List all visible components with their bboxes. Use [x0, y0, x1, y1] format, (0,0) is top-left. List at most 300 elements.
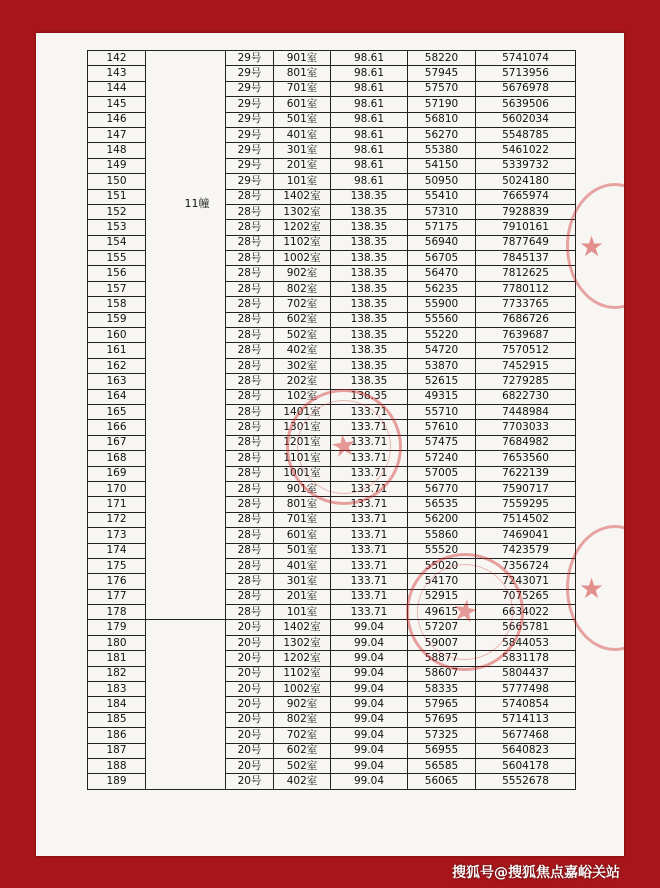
- total-price: 7075265: [476, 589, 576, 604]
- unit-number: 20号: [226, 697, 274, 712]
- building-cell: [146, 451, 226, 466]
- table-row: [88, 451, 576, 466]
- row-number: 170: [88, 481, 146, 496]
- unit-price: 57240: [408, 451, 476, 466]
- price-table: [87, 50, 576, 790]
- total-price: 5831178: [476, 651, 576, 666]
- unit-number: 20号: [226, 620, 274, 635]
- star-icon: ★: [328, 427, 360, 466]
- total-price: 7590717: [476, 481, 576, 496]
- unit-number: 28号: [226, 266, 274, 281]
- total-price: 7703033: [476, 420, 576, 435]
- area: 133.71: [331, 512, 408, 527]
- building-cell: [146, 358, 226, 373]
- total-price: 5740854: [476, 697, 576, 712]
- unit-number: 29号: [226, 174, 274, 189]
- row-number: 150: [88, 174, 146, 189]
- total-price: 5777498: [476, 682, 576, 697]
- row-number: 143: [88, 66, 146, 81]
- area: 138.35: [331, 358, 408, 373]
- building-cell: [146, 589, 226, 604]
- row-number: 176: [88, 574, 146, 589]
- total-price: 6634022: [476, 605, 576, 620]
- row-number: 185: [88, 712, 146, 727]
- building-cell: [146, 635, 226, 650]
- unit-price: 55220: [408, 328, 476, 343]
- table-row: [88, 528, 576, 543]
- total-price: 5741074: [476, 51, 576, 66]
- table-row: [88, 435, 576, 450]
- building-cell: [146, 158, 226, 173]
- area: 98.61: [331, 143, 408, 158]
- unit-number: 20号: [226, 682, 274, 697]
- area: 99.04: [331, 697, 408, 712]
- total-price: 7279285: [476, 374, 576, 389]
- room-number: 902室: [274, 697, 331, 712]
- room-number: 901室: [274, 51, 331, 66]
- room-number: 1201室: [274, 435, 331, 450]
- unit-price: 55710: [408, 404, 476, 419]
- room-number: 1202室: [274, 220, 331, 235]
- unit-number: 28号: [226, 312, 274, 327]
- area: 98.61: [331, 112, 408, 127]
- row-number: 157: [88, 281, 146, 296]
- unit-price: 50950: [408, 174, 476, 189]
- unit-number: 28号: [226, 512, 274, 527]
- building-cell: [146, 543, 226, 558]
- room-number: 1202室: [274, 651, 331, 666]
- room-number: 202室: [274, 374, 331, 389]
- room-number: 1402室: [274, 620, 331, 635]
- room-number: 1302室: [274, 204, 331, 219]
- building-cell: [146, 143, 226, 158]
- row-number: 164: [88, 389, 146, 404]
- area: 138.35: [331, 235, 408, 250]
- unit-price: 58220: [408, 51, 476, 66]
- total-price: 5714113: [476, 712, 576, 727]
- star-icon: ★: [448, 591, 482, 632]
- unit-price: 55560: [408, 312, 476, 327]
- building-cell: [146, 651, 226, 666]
- table-row: [88, 558, 576, 573]
- total-price: 5639506: [476, 97, 576, 112]
- building-cell: [146, 481, 226, 496]
- building-cell: [146, 97, 226, 112]
- row-number: 153: [88, 220, 146, 235]
- area: 99.04: [331, 774, 408, 789]
- unit-price: 52615: [408, 374, 476, 389]
- unit-number: 28号: [226, 497, 274, 512]
- row-number: 152: [88, 204, 146, 219]
- unit-number: 28号: [226, 451, 274, 466]
- row-number: 142: [88, 51, 146, 66]
- building-cell: [146, 235, 226, 250]
- unit-number: 28号: [226, 297, 274, 312]
- row-number: 167: [88, 435, 146, 450]
- total-price: 5024180: [476, 174, 576, 189]
- row-number: 171: [88, 497, 146, 512]
- row-number: 175: [88, 558, 146, 573]
- room-number: 501室: [274, 543, 331, 558]
- unit-number: 29号: [226, 97, 274, 112]
- table-row: [88, 497, 576, 512]
- area: 99.04: [331, 758, 408, 773]
- table-row: [88, 635, 576, 650]
- area: 138.35: [331, 266, 408, 281]
- room-number: 502室: [274, 328, 331, 343]
- room-number: 1002室: [274, 251, 331, 266]
- unit-number: 29号: [226, 158, 274, 173]
- unit-price: 57475: [408, 435, 476, 450]
- total-price: 5844053: [476, 635, 576, 650]
- building-cell: [146, 697, 226, 712]
- star-icon: ★: [579, 572, 605, 605]
- row-number: 160: [88, 328, 146, 343]
- row-number: 179: [88, 620, 146, 635]
- total-price: 7622139: [476, 466, 576, 481]
- total-price: 5339732: [476, 158, 576, 173]
- table-row: [88, 66, 576, 81]
- total-price: 5461022: [476, 143, 576, 158]
- room-number: 502室: [274, 758, 331, 773]
- row-number: 149: [88, 158, 146, 173]
- unit-price: 54720: [408, 343, 476, 358]
- area: 98.61: [331, 81, 408, 96]
- unit-price: 57965: [408, 697, 476, 712]
- area: 138.35: [331, 189, 408, 204]
- total-price: 7452915: [476, 358, 576, 373]
- building-cell: [146, 281, 226, 296]
- room-number: 602室: [274, 743, 331, 758]
- room-number: 1102室: [274, 666, 331, 681]
- room-number: 401室: [274, 127, 331, 142]
- row-number: 183: [88, 682, 146, 697]
- total-price: 5552678: [476, 774, 576, 789]
- table-row: [88, 697, 576, 712]
- table-row: [88, 574, 576, 589]
- table-row: [88, 51, 576, 66]
- area: 138.35: [331, 328, 408, 343]
- row-number: 182: [88, 666, 146, 681]
- room-number: 101室: [274, 174, 331, 189]
- area: 133.71: [331, 466, 408, 481]
- total-price: 5677468: [476, 728, 576, 743]
- building-cell: [146, 112, 226, 127]
- total-price: 5640823: [476, 743, 576, 758]
- unit-price: 59007: [408, 635, 476, 650]
- room-number: 102室: [274, 389, 331, 404]
- room-number: 201室: [274, 158, 331, 173]
- unit-number: 28号: [226, 574, 274, 589]
- table-row: [88, 97, 576, 112]
- unit-number: 28号: [226, 204, 274, 219]
- room-number: 402室: [274, 343, 331, 358]
- room-number: 702室: [274, 297, 331, 312]
- building-cell: [146, 512, 226, 527]
- unit-price: 55520: [408, 543, 476, 558]
- row-number: 156: [88, 266, 146, 281]
- watermark-text: 搜狐号@搜狐焦点嘉峪关站: [452, 865, 620, 881]
- unit-number: 20号: [226, 758, 274, 773]
- area: 133.71: [331, 605, 408, 620]
- area: 99.04: [331, 682, 408, 697]
- building-cell: [146, 666, 226, 681]
- unit-price: 56535: [408, 497, 476, 512]
- row-number: 168: [88, 451, 146, 466]
- unit-number: 28号: [226, 281, 274, 296]
- row-number: 187: [88, 743, 146, 758]
- area: 133.71: [331, 589, 408, 604]
- unit-number: 28号: [226, 189, 274, 204]
- table-row: [88, 143, 576, 158]
- unit-price: 57207: [408, 620, 476, 635]
- total-price: 7423579: [476, 543, 576, 558]
- room-number: 101室: [274, 605, 331, 620]
- building-cell: [146, 174, 226, 189]
- unit-price: 54170: [408, 574, 476, 589]
- total-price: 7812625: [476, 266, 576, 281]
- unit-price: 57190: [408, 97, 476, 112]
- table-row: [88, 235, 576, 250]
- unit-number: 29号: [226, 66, 274, 81]
- building-cell: [146, 466, 226, 481]
- table-row: [88, 743, 576, 758]
- total-price: 7514502: [476, 512, 576, 527]
- area: 99.04: [331, 712, 408, 727]
- unit-price: 58877: [408, 651, 476, 666]
- unit-number: 28号: [226, 389, 274, 404]
- total-price: 5713956: [476, 66, 576, 81]
- unit-price: 58335: [408, 682, 476, 697]
- unit-number: 29号: [226, 143, 274, 158]
- total-price: 5602034: [476, 112, 576, 127]
- table-row: [88, 266, 576, 281]
- unit-number: 28号: [226, 358, 274, 373]
- building-cell: [146, 220, 226, 235]
- area: 99.04: [331, 620, 408, 635]
- total-price: 7684982: [476, 435, 576, 450]
- unit-price: 57005: [408, 466, 476, 481]
- table-row: [88, 481, 576, 496]
- building-cell: [146, 328, 226, 343]
- table-row: [88, 174, 576, 189]
- room-number: 901室: [274, 481, 331, 496]
- unit-price: 57310: [408, 204, 476, 219]
- table-row: [88, 404, 576, 419]
- area: 99.04: [331, 743, 408, 758]
- unit-number: 28号: [226, 481, 274, 496]
- unit-number: 28号: [226, 420, 274, 435]
- table-row: [88, 682, 576, 697]
- unit-price: 56705: [408, 251, 476, 266]
- building-cell: [146, 497, 226, 512]
- total-price: 7448984: [476, 404, 576, 419]
- room-number: 1402室: [274, 189, 331, 204]
- building-cell: [146, 712, 226, 727]
- unit-price: 56955: [408, 743, 476, 758]
- building-cell: [146, 620, 226, 635]
- building-cell: [146, 81, 226, 96]
- unit-price: 54150: [408, 158, 476, 173]
- room-number: 501室: [274, 112, 331, 127]
- unit-number: 29号: [226, 127, 274, 142]
- area: 98.61: [331, 51, 408, 66]
- star-icon: ★: [579, 230, 605, 263]
- room-number: 801室: [274, 497, 331, 512]
- area: 133.71: [331, 543, 408, 558]
- unit-number: 28号: [226, 235, 274, 250]
- row-number: 155: [88, 251, 146, 266]
- building-cell: [146, 605, 226, 620]
- table-row: [88, 358, 576, 373]
- table-row: [88, 420, 576, 435]
- building-cell: [146, 682, 226, 697]
- row-number: 169: [88, 466, 146, 481]
- building-cell: [146, 558, 226, 573]
- room-number: 602室: [274, 312, 331, 327]
- area: 99.04: [331, 635, 408, 650]
- table-row: [88, 589, 576, 604]
- row-number: 186: [88, 728, 146, 743]
- table-row: [88, 251, 576, 266]
- building-cell: [146, 404, 226, 419]
- total-price: 7559295: [476, 497, 576, 512]
- table-row: [88, 712, 576, 727]
- total-price: 5665781: [476, 620, 576, 635]
- building-cell: [146, 435, 226, 450]
- area: 138.35: [331, 374, 408, 389]
- room-number: 1301室: [274, 420, 331, 435]
- row-number: 165: [88, 404, 146, 419]
- room-number: 1302室: [274, 635, 331, 650]
- room-number: 902室: [274, 266, 331, 281]
- area: 133.71: [331, 528, 408, 543]
- row-number: 151: [88, 189, 146, 204]
- area: 138.35: [331, 204, 408, 219]
- table-row: [88, 127, 576, 142]
- table-row: [88, 466, 576, 481]
- row-number: 146: [88, 112, 146, 127]
- unit-number: 28号: [226, 558, 274, 573]
- area: 133.71: [331, 451, 408, 466]
- area: 98.61: [331, 66, 408, 81]
- table-row: [88, 112, 576, 127]
- unit-price: 55020: [408, 558, 476, 573]
- unit-price: 56235: [408, 281, 476, 296]
- building-cell: [146, 343, 226, 358]
- room-number: 601室: [274, 528, 331, 543]
- table-row: [88, 220, 576, 235]
- unit-number: 28号: [226, 605, 274, 620]
- building-cell: [146, 51, 226, 66]
- building-cell: [146, 743, 226, 758]
- building-cell: [146, 297, 226, 312]
- unit-price: 56585: [408, 758, 476, 773]
- unit-number: 28号: [226, 435, 274, 450]
- building-cell: [146, 374, 226, 389]
- row-number: 174: [88, 543, 146, 558]
- room-number: 701室: [274, 512, 331, 527]
- table-row: [88, 297, 576, 312]
- total-price: 5604178: [476, 758, 576, 773]
- row-number: 158: [88, 297, 146, 312]
- room-number: 1102室: [274, 235, 331, 250]
- total-price: 7845137: [476, 251, 576, 266]
- room-number: 1401室: [274, 404, 331, 419]
- room-number: 1101室: [274, 451, 331, 466]
- room-number: 1001室: [274, 466, 331, 481]
- row-number: 148: [88, 143, 146, 158]
- total-price: 7928839: [476, 204, 576, 219]
- row-number: 161: [88, 343, 146, 358]
- unit-number: 28号: [226, 404, 274, 419]
- unit-price: 56065: [408, 774, 476, 789]
- row-number: 163: [88, 374, 146, 389]
- table-row: [88, 374, 576, 389]
- area: 138.35: [331, 251, 408, 266]
- unit-number: 28号: [226, 343, 274, 358]
- table-row: [88, 328, 576, 343]
- unit-number: 20号: [226, 666, 274, 681]
- total-price: 7780112: [476, 281, 576, 296]
- unit-number: 20号: [226, 651, 274, 666]
- table-row: [88, 204, 576, 219]
- total-price: 7686726: [476, 312, 576, 327]
- total-price: 7243071: [476, 574, 576, 589]
- unit-price: 55900: [408, 297, 476, 312]
- area: 133.71: [331, 497, 408, 512]
- unit-price: 57945: [408, 66, 476, 81]
- unit-price: 57695: [408, 712, 476, 727]
- unit-price: 55380: [408, 143, 476, 158]
- row-number: 145: [88, 97, 146, 112]
- building-cell: [146, 574, 226, 589]
- table-row: [88, 281, 576, 296]
- area: 133.71: [331, 481, 408, 496]
- area: 98.61: [331, 158, 408, 173]
- unit-price: 55860: [408, 528, 476, 543]
- total-price: 7877649: [476, 235, 576, 250]
- table-row: [88, 343, 576, 358]
- unit-number: 28号: [226, 543, 274, 558]
- unit-number: 28号: [226, 251, 274, 266]
- area: 133.71: [331, 435, 408, 450]
- row-number: 147: [88, 127, 146, 142]
- area: 99.04: [331, 728, 408, 743]
- table-row: [88, 189, 576, 204]
- area: 98.61: [331, 97, 408, 112]
- table-row: [88, 312, 576, 327]
- row-number: 172: [88, 512, 146, 527]
- table-row: [88, 728, 576, 743]
- building-cell: [146, 528, 226, 543]
- table-row: [88, 512, 576, 527]
- unit-number: 29号: [226, 81, 274, 96]
- total-price: 7570512: [476, 343, 576, 358]
- building-cell: [146, 266, 226, 281]
- unit-price: 57325: [408, 728, 476, 743]
- total-price: 7665974: [476, 189, 576, 204]
- area: 138.35: [331, 297, 408, 312]
- row-number: 162: [88, 358, 146, 373]
- area: 133.71: [331, 574, 408, 589]
- row-number: 188: [88, 758, 146, 773]
- room-number: 702室: [274, 728, 331, 743]
- room-number: 201室: [274, 589, 331, 604]
- room-number: 801室: [274, 66, 331, 81]
- area: 138.35: [331, 220, 408, 235]
- area: 133.71: [331, 420, 408, 435]
